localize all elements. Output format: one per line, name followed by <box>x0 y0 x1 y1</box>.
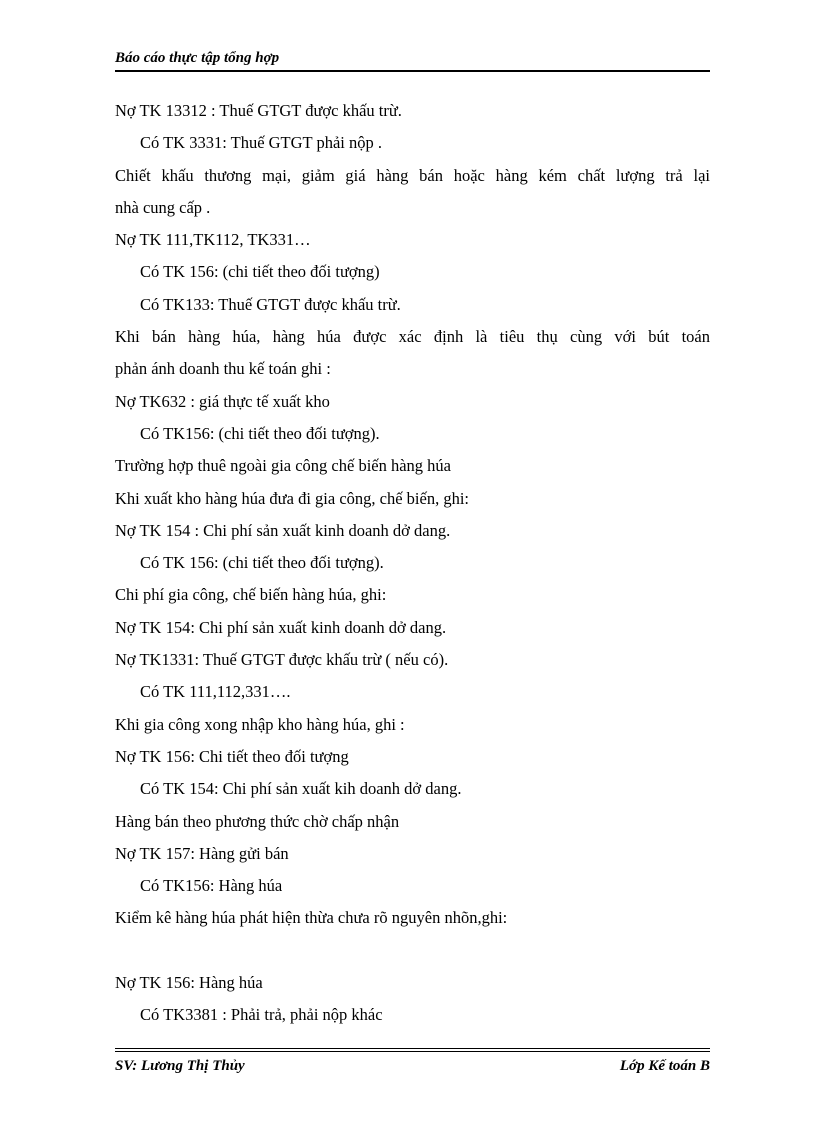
text-line: Nợ TK632 : giá thực tế xuất kho <box>115 391 330 411</box>
text-line: nhà cung cấp . <box>115 197 211 217</box>
text-line: Nợ TK 157: Hàng gửi bán <box>115 843 289 863</box>
page-header <box>115 48 710 72</box>
text-line: Có TK 111,112,331…. <box>140 682 291 702</box>
text-line: phản ánh doanh thu kế toán ghi : <box>115 359 331 379</box>
text-line: Nợ TK 156: Hàng húa <box>115 973 263 993</box>
text-line: Hàng bán theo phương thức chờ chấp nhận <box>115 811 400 831</box>
text-line: Nợ TK 156: Chi tiết theo đối tượng <box>115 746 349 766</box>
header-rule <box>115 70 710 72</box>
text-line: Có TK3381 : Phải trả, phải nộp khác <box>140 1005 383 1025</box>
text-line: Nợ TK 13312 : Thuế GTGT được khấu trừ. <box>115 101 402 120</box>
text-line: Nợ TK1331: Thuế GTGT được khấu trừ ( nếu có). <box>115 650 449 670</box>
text-line: Khi xuất kho hàng húa đưa đi gia công, chế biến, ghi: <box>115 488 469 508</box>
text-line: Có TK156: Hàng húa <box>140 876 283 896</box>
text-line: Có TK 156: (chi tiết theo đối tượng). <box>140 553 384 573</box>
text-line: Có TK 3331: Thuế GTGT phải nộp . <box>140 133 382 153</box>
footer-rule <box>115 1048 710 1049</box>
text-line: Chiết khấu thương mại, giảm giá hàng bán hoặc hàng kém chất lượng trả lại <box>115 165 710 185</box>
text-line: Nợ TK 154 : Chi phí sản xuất kinh doanh dở dang. <box>115 520 451 540</box>
text-line: Có TK133: Thuế GTGT được khấu trừ. <box>140 294 401 314</box>
text-line: Trường hợp thuê ngoài gia công chế biến hàng húa <box>115 456 452 476</box>
footer-student-name: SV: Lương Thị Thủy <box>115 1058 245 1074</box>
footer-rule <box>115 1051 710 1052</box>
text-line: Khi gia công xong nhập kho hàng húa, ghi : <box>115 714 405 734</box>
text-line: Có TK 154: Chi phí sản xuất kih doanh dở dang. <box>140 779 462 799</box>
header-title: Báo cáo thực tập tổng hợp <box>115 50 280 66</box>
text-line: Có TK 156: (chi tiết theo đối tượng) <box>140 262 380 282</box>
text-line: Khi bán hàng húa, hàng húa được xác định là tiêu thụ cùng với bút toán <box>115 327 710 347</box>
text-line: Chi phí gia công, chế biến hàng húa, ghi: <box>115 585 387 605</box>
text-line: Có TK156: (chi tiết theo đối tượng). <box>140 423 380 443</box>
footer-class-name: Lớp Kế toán B <box>619 1058 710 1074</box>
blank-line <box>115 935 710 967</box>
text-line: Kiểm kê hàng húa phát hiện thừa chưa rõ nguyên nhõn,ghi: <box>115 908 508 928</box>
document-body <box>115 95 710 1032</box>
text-line: Nợ TK 111,TK112, TK331… <box>115 230 311 250</box>
page-footer <box>115 1048 710 1078</box>
text-line: Nợ TK 154: Chi phí sản xuất kinh doanh dở dang. <box>115 617 447 637</box>
